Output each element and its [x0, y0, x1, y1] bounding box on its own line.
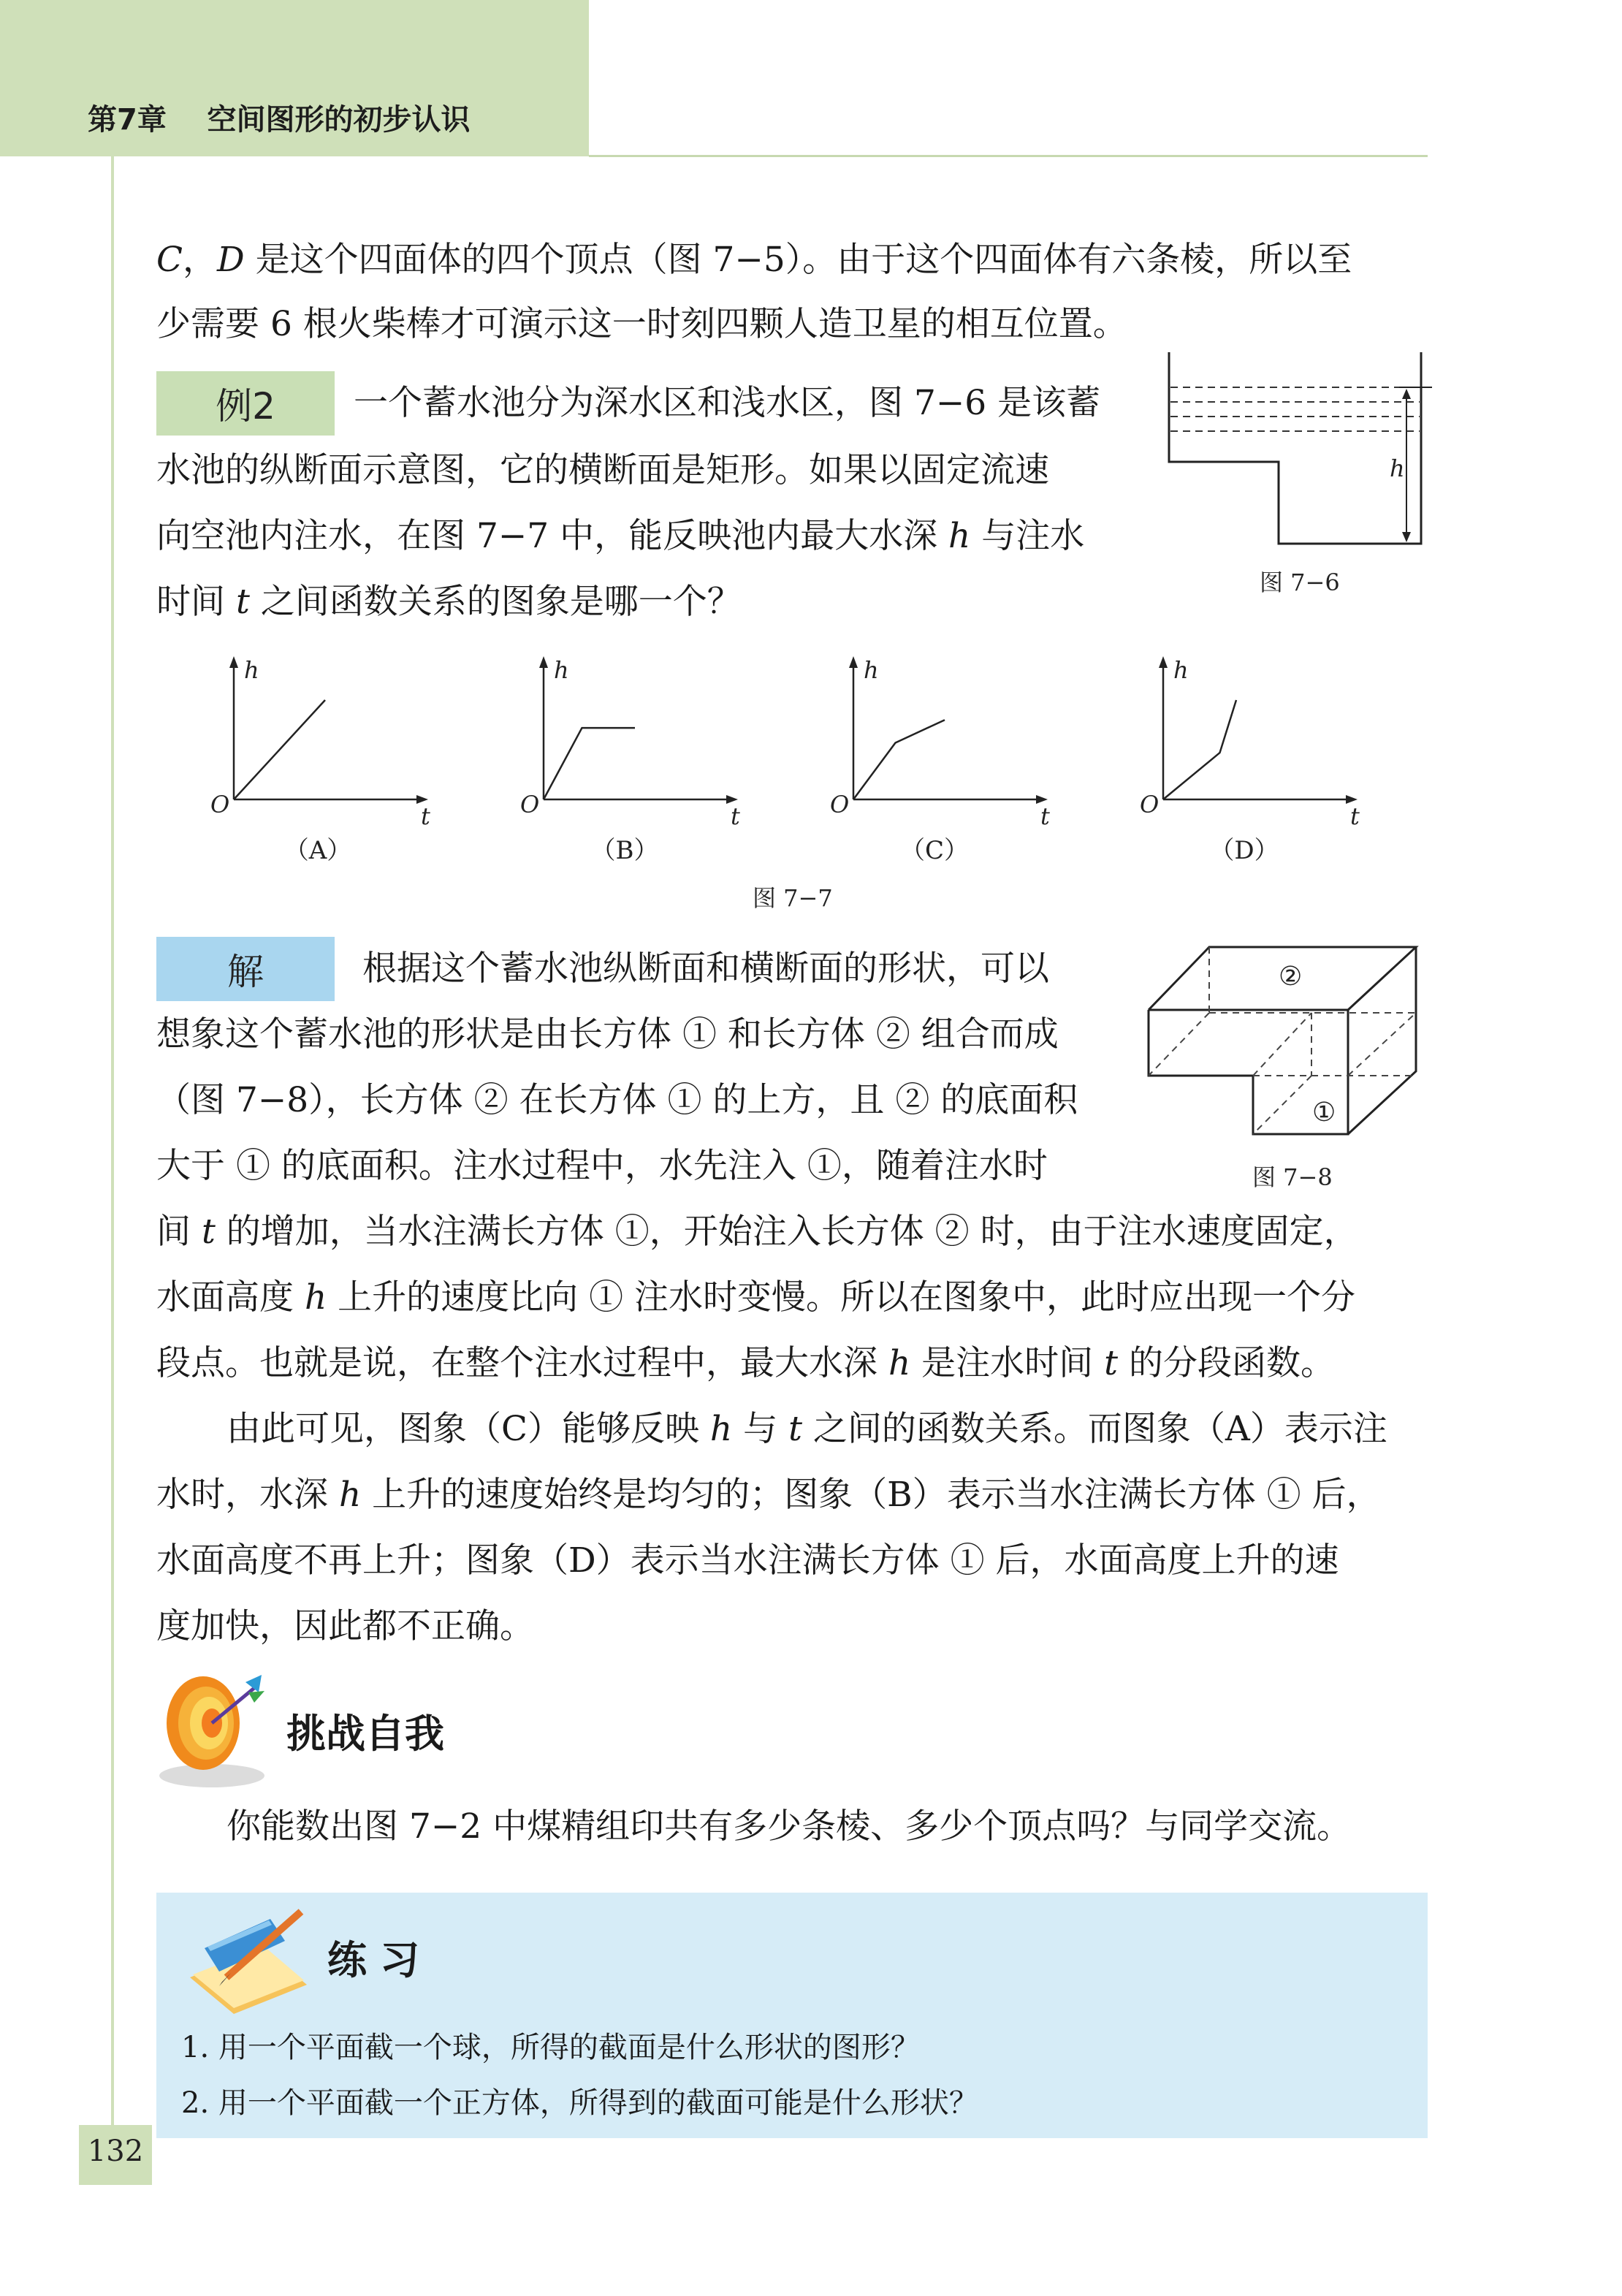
graph-a-curve	[234, 700, 325, 799]
graph-c-origin-label: O	[830, 791, 850, 818]
conclusion-line-3: 水面高度不再上升；图象（D）表示当水注满长方体 ① 后，水面高度上升的速	[156, 1540, 1339, 1581]
graph-b-y-arrow	[539, 656, 548, 668]
conclusion-line-4: 度加快，因此都不正确。	[156, 1606, 534, 1646]
solution-line-5: 间 t 的增加，当水注满长方体 ①，开始注入长方体 ② 时，由于注水速度固定，	[156, 1212, 1358, 1252]
graph-b-y-label: h	[554, 656, 569, 684]
figure-7-8-caption: 图 7−8	[1252, 1163, 1333, 1191]
graph-b-curve	[544, 728, 635, 799]
exercise-title: 练习	[327, 1937, 433, 1983]
challenge-title: 挑战自我	[286, 1711, 444, 1757]
graph-c-y-label: h	[864, 656, 879, 684]
chapter-title: 空间图形的初步认识	[207, 103, 471, 137]
page-number: 132	[87, 2135, 144, 2168]
graph-b-origin-label: O	[520, 791, 540, 818]
figure-7-7-caption: 图 7−7	[753, 884, 833, 912]
solution-line-7: 段点。也就是说，在整个注水过程中，最大水深 h 是注水时间 t 的分段函数。	[156, 1343, 1335, 1383]
intro-line-2: 少需要 6 根火柴棒才可演示这一时刻四颗人造卫星的相互位置。	[156, 304, 1127, 344]
solution-line-3: （图 7−8），长方体 ② 在长方体 ① 的上方，且 ② 的底面积	[156, 1080, 1078, 1120]
depth-label: h	[1390, 455, 1405, 482]
challenge-text: 你能数出图 7−2 中煤精组印共有多少条棱、多少个顶点吗？与同学交流。	[226, 1806, 1352, 1847]
example-line-4: 时间 t 之间函数关系的图象是哪一个？	[156, 582, 742, 622]
graph-label-b: （B）	[590, 836, 659, 865]
graph-label-a: （A）	[283, 836, 352, 865]
example-line-1: 一个蓄水池分为深水区和浅水区，图 7−6 是该蓄	[354, 383, 1101, 423]
figure-7-7-graphs	[0, 0, 1622, 877]
graph-label-d: （D）	[1209, 836, 1279, 865]
solution-label: 解	[156, 937, 335, 1001]
graph-d-y-arrow	[1159, 656, 1168, 668]
prism-label-1: ①	[1312, 1098, 1336, 1128]
conclusion-line-1: 由此可见，图象（C）能够反映 h 与 t 之间的函数关系。而图象（A）表示注	[226, 1409, 1387, 1449]
graph-c-x-label: t	[1040, 802, 1050, 830]
graph-a-origin-label: O	[210, 791, 230, 818]
figure-7-8-diagram	[1140, 937, 1432, 1156]
prism-label-2: ②	[1279, 962, 1303, 992]
solution-line-6: 水面高度 h 上升的速度比向 ① 注水时变慢。所以在图象中，此时应出现一个分	[156, 1277, 1356, 1318]
figure-7-6-caption: 图 7−6	[1260, 569, 1340, 596]
conclusion-line-2: 水时，水深 h 上升的速度始终是均匀的；图象（B）表示当水注满长方体 ① 后，	[156, 1475, 1381, 1515]
graph-d-x-label: t	[1350, 802, 1360, 830]
graph-label-c: （C）	[899, 836, 969, 865]
notebook-pencil-icon	[175, 1904, 314, 2014]
solution-line-1: 根据这个蓄水池纵断面和横断面的形状，可以	[362, 949, 1049, 989]
graph-c-curve	[853, 720, 945, 799]
graph-d-y-label: h	[1173, 656, 1189, 684]
graph-a-y-arrow	[229, 656, 238, 668]
example-line-2: 水池的纵断面示意图，它的横断面是矩形。如果以固定流速	[156, 450, 1049, 490]
chapter-number: 第7章	[88, 103, 167, 137]
graph-a-x-label: t	[421, 802, 430, 830]
target-icon	[152, 1659, 276, 1790]
graph-a-y-label: h	[244, 656, 259, 684]
graph-d-origin-label: O	[1140, 791, 1160, 818]
example-line-3: 向空池内注水，在图 7−7 中，能反映池内最大水深 h 与注水	[156, 516, 1085, 556]
solution-line-4: 大于 ① 的底面积。注水过程中，水先注入 ①，随着注水时	[156, 1146, 1048, 1186]
graph-d-curve	[1163, 700, 1236, 799]
exercise-item-2: 2. 用一个平面截一个正方体，所得到的截面可能是什么形状？	[181, 2086, 978, 2120]
solution-line-2: 想象这个蓄水池的形状是由长方体 ① 和长方体 ② 组合而成	[156, 1014, 1059, 1054]
intro-line-1: C，D 是这个四面体的四个顶点（图 7−5）。由于这个四面体有六条棱，所以至	[156, 240, 1352, 280]
example-label: 例2	[156, 371, 335, 436]
graph-b-x-label: t	[731, 802, 740, 830]
exercise-item-1: 1. 用一个平面截一个球，所得的截面是什么形状的图形？	[181, 2031, 920, 2064]
graph-c-y-arrow	[849, 656, 858, 668]
